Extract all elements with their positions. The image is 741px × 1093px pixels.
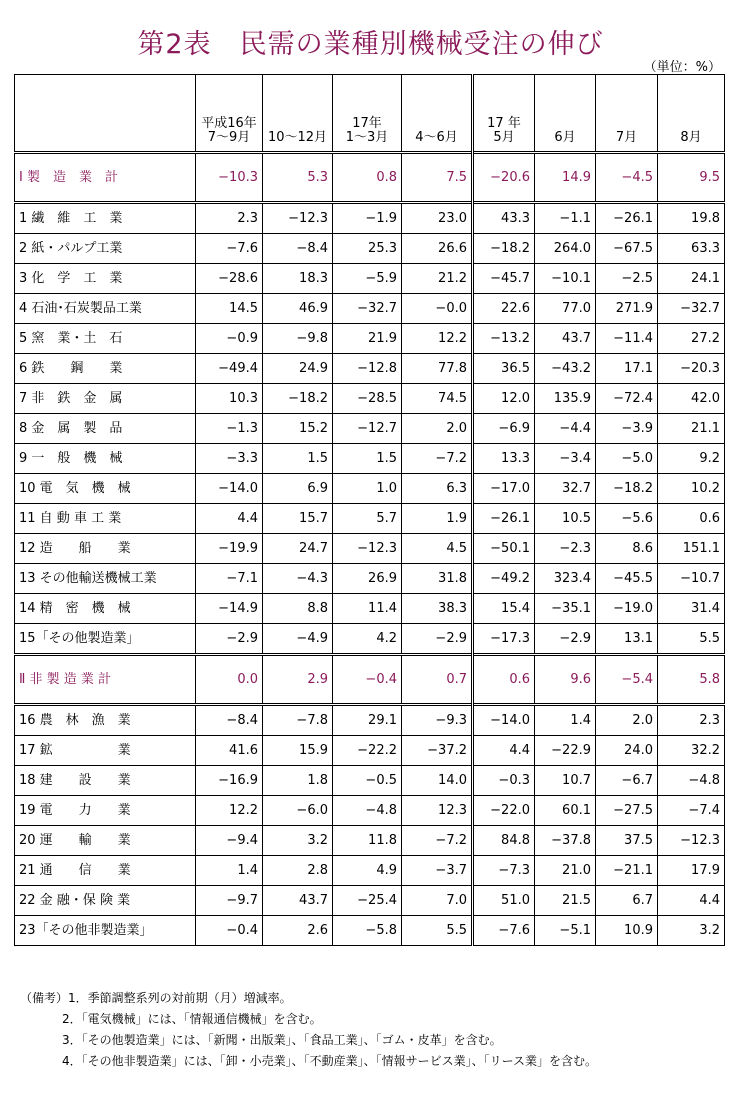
value-cell: 264.0 xyxy=(535,234,596,264)
value-cell: 1.4 xyxy=(196,856,263,886)
row-label: 9 一 般 機 械 xyxy=(15,444,196,474)
value-cell: −0.9 xyxy=(196,324,263,354)
table-row xyxy=(15,234,725,264)
row-label: 18 建 設 業 xyxy=(15,766,196,796)
header-cell: 8月 xyxy=(658,75,725,153)
table-row xyxy=(15,736,725,766)
value-cell: 5.5 xyxy=(402,916,473,946)
value-cell: 25.3 xyxy=(333,234,402,264)
value-cell: −6.9 xyxy=(473,414,535,444)
value-cell: 14.0 xyxy=(402,766,473,796)
value-cell: −22.9 xyxy=(535,736,596,766)
value-cell: 1.5 xyxy=(263,444,333,474)
value-cell: −9.3 xyxy=(402,705,473,736)
value-cell: 12.3 xyxy=(402,796,473,826)
value-cell: −4.8 xyxy=(658,766,725,796)
value-cell: 0.6 xyxy=(658,504,725,534)
value-cell: 19.8 xyxy=(658,203,725,234)
value-cell: −14.0 xyxy=(473,705,535,736)
value-cell: −13.2 xyxy=(473,324,535,354)
value-cell: 51.0 xyxy=(473,886,535,916)
value-cell: 17.9 xyxy=(658,856,725,886)
value-cell: 1.0 xyxy=(333,474,402,504)
row-label: Ⅱ 非 製 造 業 計 xyxy=(15,655,196,705)
value-cell: −2.5 xyxy=(596,264,658,294)
note-line: 2．「電気機械」には、「情報通信機械」を含む。 xyxy=(62,1012,322,1026)
value-cell: 84.8 xyxy=(473,826,535,856)
row-label: 16 農 林 漁 業 xyxy=(15,705,196,736)
value-cell: −12.8 xyxy=(333,354,402,384)
value-cell: −9.8 xyxy=(263,324,333,354)
row-label: 1 繊 維 工 業 xyxy=(15,203,196,234)
table-row xyxy=(15,766,725,796)
row-label: 7 非 鉄 金 属 xyxy=(15,384,196,414)
table-row xyxy=(15,474,725,504)
value-cell: −19.9 xyxy=(196,534,263,564)
value-cell: 271.9 xyxy=(596,294,658,324)
value-cell: 2.3 xyxy=(658,705,725,736)
value-cell: 14.5 xyxy=(196,294,263,324)
value-cell: 43.7 xyxy=(535,324,596,354)
value-cell: 15.4 xyxy=(473,594,535,624)
value-cell: 21.5 xyxy=(535,886,596,916)
value-cell: 43.3 xyxy=(473,203,535,234)
value-cell: 26.6 xyxy=(402,234,473,264)
table-row xyxy=(15,294,725,324)
row-label: 14 精 密 機 械 xyxy=(15,594,196,624)
row-label: 6 鉄 鋼 業 xyxy=(15,354,196,384)
value-cell: −19.0 xyxy=(596,594,658,624)
value-cell: 3.2 xyxy=(263,826,333,856)
header-row xyxy=(15,75,725,153)
value-cell: 60.1 xyxy=(535,796,596,826)
value-cell: 24.7 xyxy=(263,534,333,564)
value-cell: 32.7 xyxy=(535,474,596,504)
header-cell: 平成16年 7〜9月 xyxy=(196,75,263,153)
row-label: Ⅰ 製 造 業 計 xyxy=(15,153,196,203)
value-cell: 43.7 xyxy=(263,886,333,916)
value-cell: 323.4 xyxy=(535,564,596,594)
value-cell: 10.2 xyxy=(658,474,725,504)
row-label: 2 紙・パルプ工業 xyxy=(15,234,196,264)
value-cell: 74.5 xyxy=(402,384,473,414)
value-cell: −50.1 xyxy=(473,534,535,564)
value-cell: 32.2 xyxy=(658,736,725,766)
value-cell: 12.2 xyxy=(196,796,263,826)
value-cell: −18.2 xyxy=(596,474,658,504)
value-cell: −1.9 xyxy=(333,203,402,234)
value-cell: −0.4 xyxy=(196,916,263,946)
value-cell: −18.2 xyxy=(263,384,333,414)
value-cell: −7.6 xyxy=(473,916,535,946)
value-cell: −18.2 xyxy=(473,234,535,264)
value-cell: 24.0 xyxy=(596,736,658,766)
value-cell: −5.9 xyxy=(333,264,402,294)
value-cell: 7.0 xyxy=(402,886,473,916)
table-row xyxy=(15,534,725,564)
value-cell: −49.2 xyxy=(473,564,535,594)
value-cell: −5.8 xyxy=(333,916,402,946)
value-cell: 41.6 xyxy=(196,736,263,766)
value-cell: 5.3 xyxy=(263,153,333,203)
value-cell: 24.9 xyxy=(263,354,333,384)
header-cell: 17 年 5月 xyxy=(473,75,535,153)
value-cell: 26.9 xyxy=(333,564,402,594)
value-cell: 12.0 xyxy=(473,384,535,414)
value-cell: 0.8 xyxy=(333,153,402,203)
note-line: 4．「その他非製造業」には、「卸・小売業」、「不動産業」、「情報サービス業」、「リース業」を含む。 xyxy=(62,1054,598,1068)
value-cell: 77.0 xyxy=(535,294,596,324)
row-label: 5 窯 業・土 石 xyxy=(15,324,196,354)
header-blank xyxy=(15,75,196,153)
table-row xyxy=(15,916,725,946)
table-row xyxy=(15,594,725,624)
value-cell: 4.4 xyxy=(196,504,263,534)
value-cell: 42.0 xyxy=(658,384,725,414)
value-cell: −1.1 xyxy=(535,203,596,234)
value-cell: −4.5 xyxy=(596,153,658,203)
value-cell: −10.3 xyxy=(196,153,263,203)
value-cell: −12.3 xyxy=(658,826,725,856)
value-cell: 11.8 xyxy=(333,826,402,856)
value-cell: −22.0 xyxy=(473,796,535,826)
value-cell: −32.7 xyxy=(333,294,402,324)
value-cell: −45.7 xyxy=(473,264,535,294)
value-cell: −6.7 xyxy=(596,766,658,796)
row-label: 3 化 学 工 業 xyxy=(15,264,196,294)
value-cell: −5.0 xyxy=(596,444,658,474)
value-cell: −22.2 xyxy=(333,736,402,766)
value-cell: 0.0 xyxy=(196,655,263,705)
value-cell: 37.5 xyxy=(596,826,658,856)
value-cell: −11.4 xyxy=(596,324,658,354)
value-cell: 21.1 xyxy=(658,414,725,444)
note-line: 3．「その他製造業」には、「新聞・出版業」、「食品工業」、「ゴム・皮革」を含む。 xyxy=(62,1033,502,1047)
page-title: 第2表 民需の業種別機械受注の伸び xyxy=(137,29,604,60)
value-cell: 27.2 xyxy=(658,324,725,354)
value-cell: 10.5 xyxy=(535,504,596,534)
value-cell: 6.7 xyxy=(596,886,658,916)
value-cell: −26.1 xyxy=(596,203,658,234)
value-cell: 2.0 xyxy=(402,414,473,444)
table-row xyxy=(15,324,725,354)
row-label: 15「その他製造業」 xyxy=(15,624,196,655)
value-cell: −12.3 xyxy=(263,203,333,234)
value-cell: 5.5 xyxy=(658,624,725,655)
value-cell: −7.1 xyxy=(196,564,263,594)
value-cell: 0.7 xyxy=(402,655,473,705)
value-cell: −14.0 xyxy=(196,474,263,504)
value-cell: −45.5 xyxy=(596,564,658,594)
value-cell: −0.3 xyxy=(473,766,535,796)
value-cell: −7.3 xyxy=(473,856,535,886)
value-cell: −20.3 xyxy=(658,354,725,384)
header-cell: 10〜12月 xyxy=(263,75,333,153)
value-cell: −3.7 xyxy=(402,856,473,886)
value-cell: −12.3 xyxy=(333,534,402,564)
row-label: 12 造 船 業 xyxy=(15,534,196,564)
row-label: 19 電 力 業 xyxy=(15,796,196,826)
value-cell: −14.9 xyxy=(196,594,263,624)
value-cell: 1.5 xyxy=(333,444,402,474)
row-label: 11 自 動 車 工 業 xyxy=(15,504,196,534)
value-cell: −7.2 xyxy=(402,444,473,474)
value-cell: 23.0 xyxy=(402,203,473,234)
value-cell: 22.6 xyxy=(473,294,535,324)
value-cell: 10.9 xyxy=(596,916,658,946)
row-label: 13 その他輸送機械工業 xyxy=(15,564,196,594)
value-cell: 9.5 xyxy=(658,153,725,203)
value-cell: −3.4 xyxy=(535,444,596,474)
value-cell: 77.8 xyxy=(402,354,473,384)
value-cell: 15.9 xyxy=(263,736,333,766)
value-cell: −5.1 xyxy=(535,916,596,946)
value-cell: 4.4 xyxy=(658,886,725,916)
value-cell: −16.9 xyxy=(196,766,263,796)
table-row xyxy=(15,203,725,234)
header-cell: 7月 xyxy=(596,75,658,153)
value-cell: −2.3 xyxy=(535,534,596,564)
value-cell: 2.3 xyxy=(196,203,263,234)
value-cell: 2.9 xyxy=(263,655,333,705)
table-row xyxy=(15,796,725,826)
value-cell: −1.3 xyxy=(196,414,263,444)
table-row xyxy=(15,384,725,414)
value-cell: 1.8 xyxy=(263,766,333,796)
value-cell: 36.5 xyxy=(473,354,535,384)
value-cell: −17.0 xyxy=(473,474,535,504)
table-row xyxy=(15,354,725,384)
value-cell: −25.4 xyxy=(333,886,402,916)
value-cell: −0.5 xyxy=(333,766,402,796)
row-label: 10 電 気 機 械 xyxy=(15,474,196,504)
value-cell: 8.6 xyxy=(596,534,658,564)
value-cell: −27.5 xyxy=(596,796,658,826)
value-cell: −37.8 xyxy=(535,826,596,856)
value-cell: 21.2 xyxy=(402,264,473,294)
value-cell: −26.1 xyxy=(473,504,535,534)
value-cell: −8.4 xyxy=(263,234,333,264)
value-cell: −67.5 xyxy=(596,234,658,264)
table-row xyxy=(15,705,725,736)
value-cell: −6.0 xyxy=(263,796,333,826)
table-row xyxy=(15,264,725,294)
value-cell: −4.9 xyxy=(263,624,333,655)
value-cell: −28.6 xyxy=(196,264,263,294)
value-cell: −17.3 xyxy=(473,624,535,655)
value-cell: −2.9 xyxy=(402,624,473,655)
value-cell: 11.4 xyxy=(333,594,402,624)
value-cell: 151.1 xyxy=(658,534,725,564)
value-cell: 2.8 xyxy=(263,856,333,886)
value-cell: 13.1 xyxy=(596,624,658,655)
value-cell: −3.9 xyxy=(596,414,658,444)
data-table xyxy=(14,74,725,946)
value-cell: 135.9 xyxy=(535,384,596,414)
value-cell: −32.7 xyxy=(658,294,725,324)
value-cell: 4.4 xyxy=(473,736,535,766)
table-row xyxy=(15,856,725,886)
header-cell: 17年 1〜3月 xyxy=(333,75,402,153)
value-cell: 8.8 xyxy=(263,594,333,624)
value-cell: −2.9 xyxy=(535,624,596,655)
value-cell: 10.3 xyxy=(196,384,263,414)
value-cell: 7.5 xyxy=(402,153,473,203)
table-row xyxy=(15,826,725,856)
note-line: （備考）1．季節調整系列の対前期（月）増減率。 xyxy=(20,991,292,1005)
value-cell: 15.7 xyxy=(263,504,333,534)
value-cell: 46.9 xyxy=(263,294,333,324)
value-cell: 31.8 xyxy=(402,564,473,594)
table-row xyxy=(15,414,725,444)
table-row xyxy=(15,564,725,594)
value-cell: −35.1 xyxy=(535,594,596,624)
value-cell: 12.2 xyxy=(402,324,473,354)
value-cell: 5.8 xyxy=(658,655,725,705)
value-cell: −12.7 xyxy=(333,414,402,444)
notes xyxy=(20,988,597,1072)
value-cell: −28.5 xyxy=(333,384,402,414)
value-cell: −3.3 xyxy=(196,444,263,474)
value-cell: 2.6 xyxy=(263,916,333,946)
value-cell: −8.4 xyxy=(196,705,263,736)
value-cell: 2.0 xyxy=(596,705,658,736)
value-cell: 63.3 xyxy=(658,234,725,264)
header-cell: 4〜6月 xyxy=(402,75,473,153)
value-cell: 9.6 xyxy=(535,655,596,705)
row-label: 20 運 輸 業 xyxy=(15,826,196,856)
value-cell: −10.1 xyxy=(535,264,596,294)
value-cell: −7.2 xyxy=(402,826,473,856)
value-cell: 6.3 xyxy=(402,474,473,504)
unit-label: （単位：%） xyxy=(643,60,721,75)
value-cell: 17.1 xyxy=(596,354,658,384)
value-cell: 3.2 xyxy=(658,916,725,946)
value-cell: 13.3 xyxy=(473,444,535,474)
value-cell: −37.2 xyxy=(402,736,473,766)
value-cell: −21.1 xyxy=(596,856,658,886)
section-total-row xyxy=(15,153,725,203)
value-cell: 14.9 xyxy=(535,153,596,203)
value-cell: 38.3 xyxy=(402,594,473,624)
row-label: 23「その他非製造業」 xyxy=(15,916,196,946)
value-cell: 31.4 xyxy=(658,594,725,624)
value-cell: 21.9 xyxy=(333,324,402,354)
value-cell: 6.9 xyxy=(263,474,333,504)
value-cell: 4.2 xyxy=(333,624,402,655)
value-cell: 18.3 xyxy=(263,264,333,294)
value-cell: −9.7 xyxy=(196,886,263,916)
table-row xyxy=(15,444,725,474)
value-cell: −7.6 xyxy=(196,234,263,264)
row-label: 21 通 信 業 xyxy=(15,856,196,886)
value-cell: −10.7 xyxy=(658,564,725,594)
value-cell: −7.8 xyxy=(263,705,333,736)
value-cell: 4.9 xyxy=(333,856,402,886)
value-cell: −72.4 xyxy=(596,384,658,414)
header-cell: 6月 xyxy=(535,75,596,153)
value-cell: −4.3 xyxy=(263,564,333,594)
row-label: 17 鉱 業 xyxy=(15,736,196,766)
value-cell: 5.7 xyxy=(333,504,402,534)
value-cell: −20.6 xyxy=(473,153,535,203)
value-cell: −49.4 xyxy=(196,354,263,384)
value-cell: −0.0 xyxy=(402,294,473,324)
value-cell: −4.8 xyxy=(333,796,402,826)
table-row xyxy=(15,624,725,655)
value-cell: −0.4 xyxy=(333,655,402,705)
value-cell: 15.2 xyxy=(263,414,333,444)
value-cell: 24.1 xyxy=(658,264,725,294)
value-cell: 1.9 xyxy=(402,504,473,534)
value-cell: 21.0 xyxy=(535,856,596,886)
value-cell: −43.2 xyxy=(535,354,596,384)
value-cell: −4.4 xyxy=(535,414,596,444)
value-cell: −5.4 xyxy=(596,655,658,705)
value-cell: −9.4 xyxy=(196,826,263,856)
value-cell: 4.5 xyxy=(402,534,473,564)
value-cell: 9.2 xyxy=(658,444,725,474)
value-cell: 10.7 xyxy=(535,766,596,796)
value-cell: 0.6 xyxy=(473,655,535,705)
value-cell: −5.6 xyxy=(596,504,658,534)
value-cell: −2.9 xyxy=(196,624,263,655)
table-row xyxy=(15,504,725,534)
value-cell: −7.4 xyxy=(658,796,725,826)
row-label: 22 金 融・保 険 業 xyxy=(15,886,196,916)
row-label: 4 石油･石炭製品工業 xyxy=(15,294,196,324)
value-cell: 29.1 xyxy=(333,705,402,736)
value-cell: 1.4 xyxy=(535,705,596,736)
table-row xyxy=(15,886,725,916)
section-total-row xyxy=(15,655,725,705)
row-label: 8 金 属 製 品 xyxy=(15,414,196,444)
